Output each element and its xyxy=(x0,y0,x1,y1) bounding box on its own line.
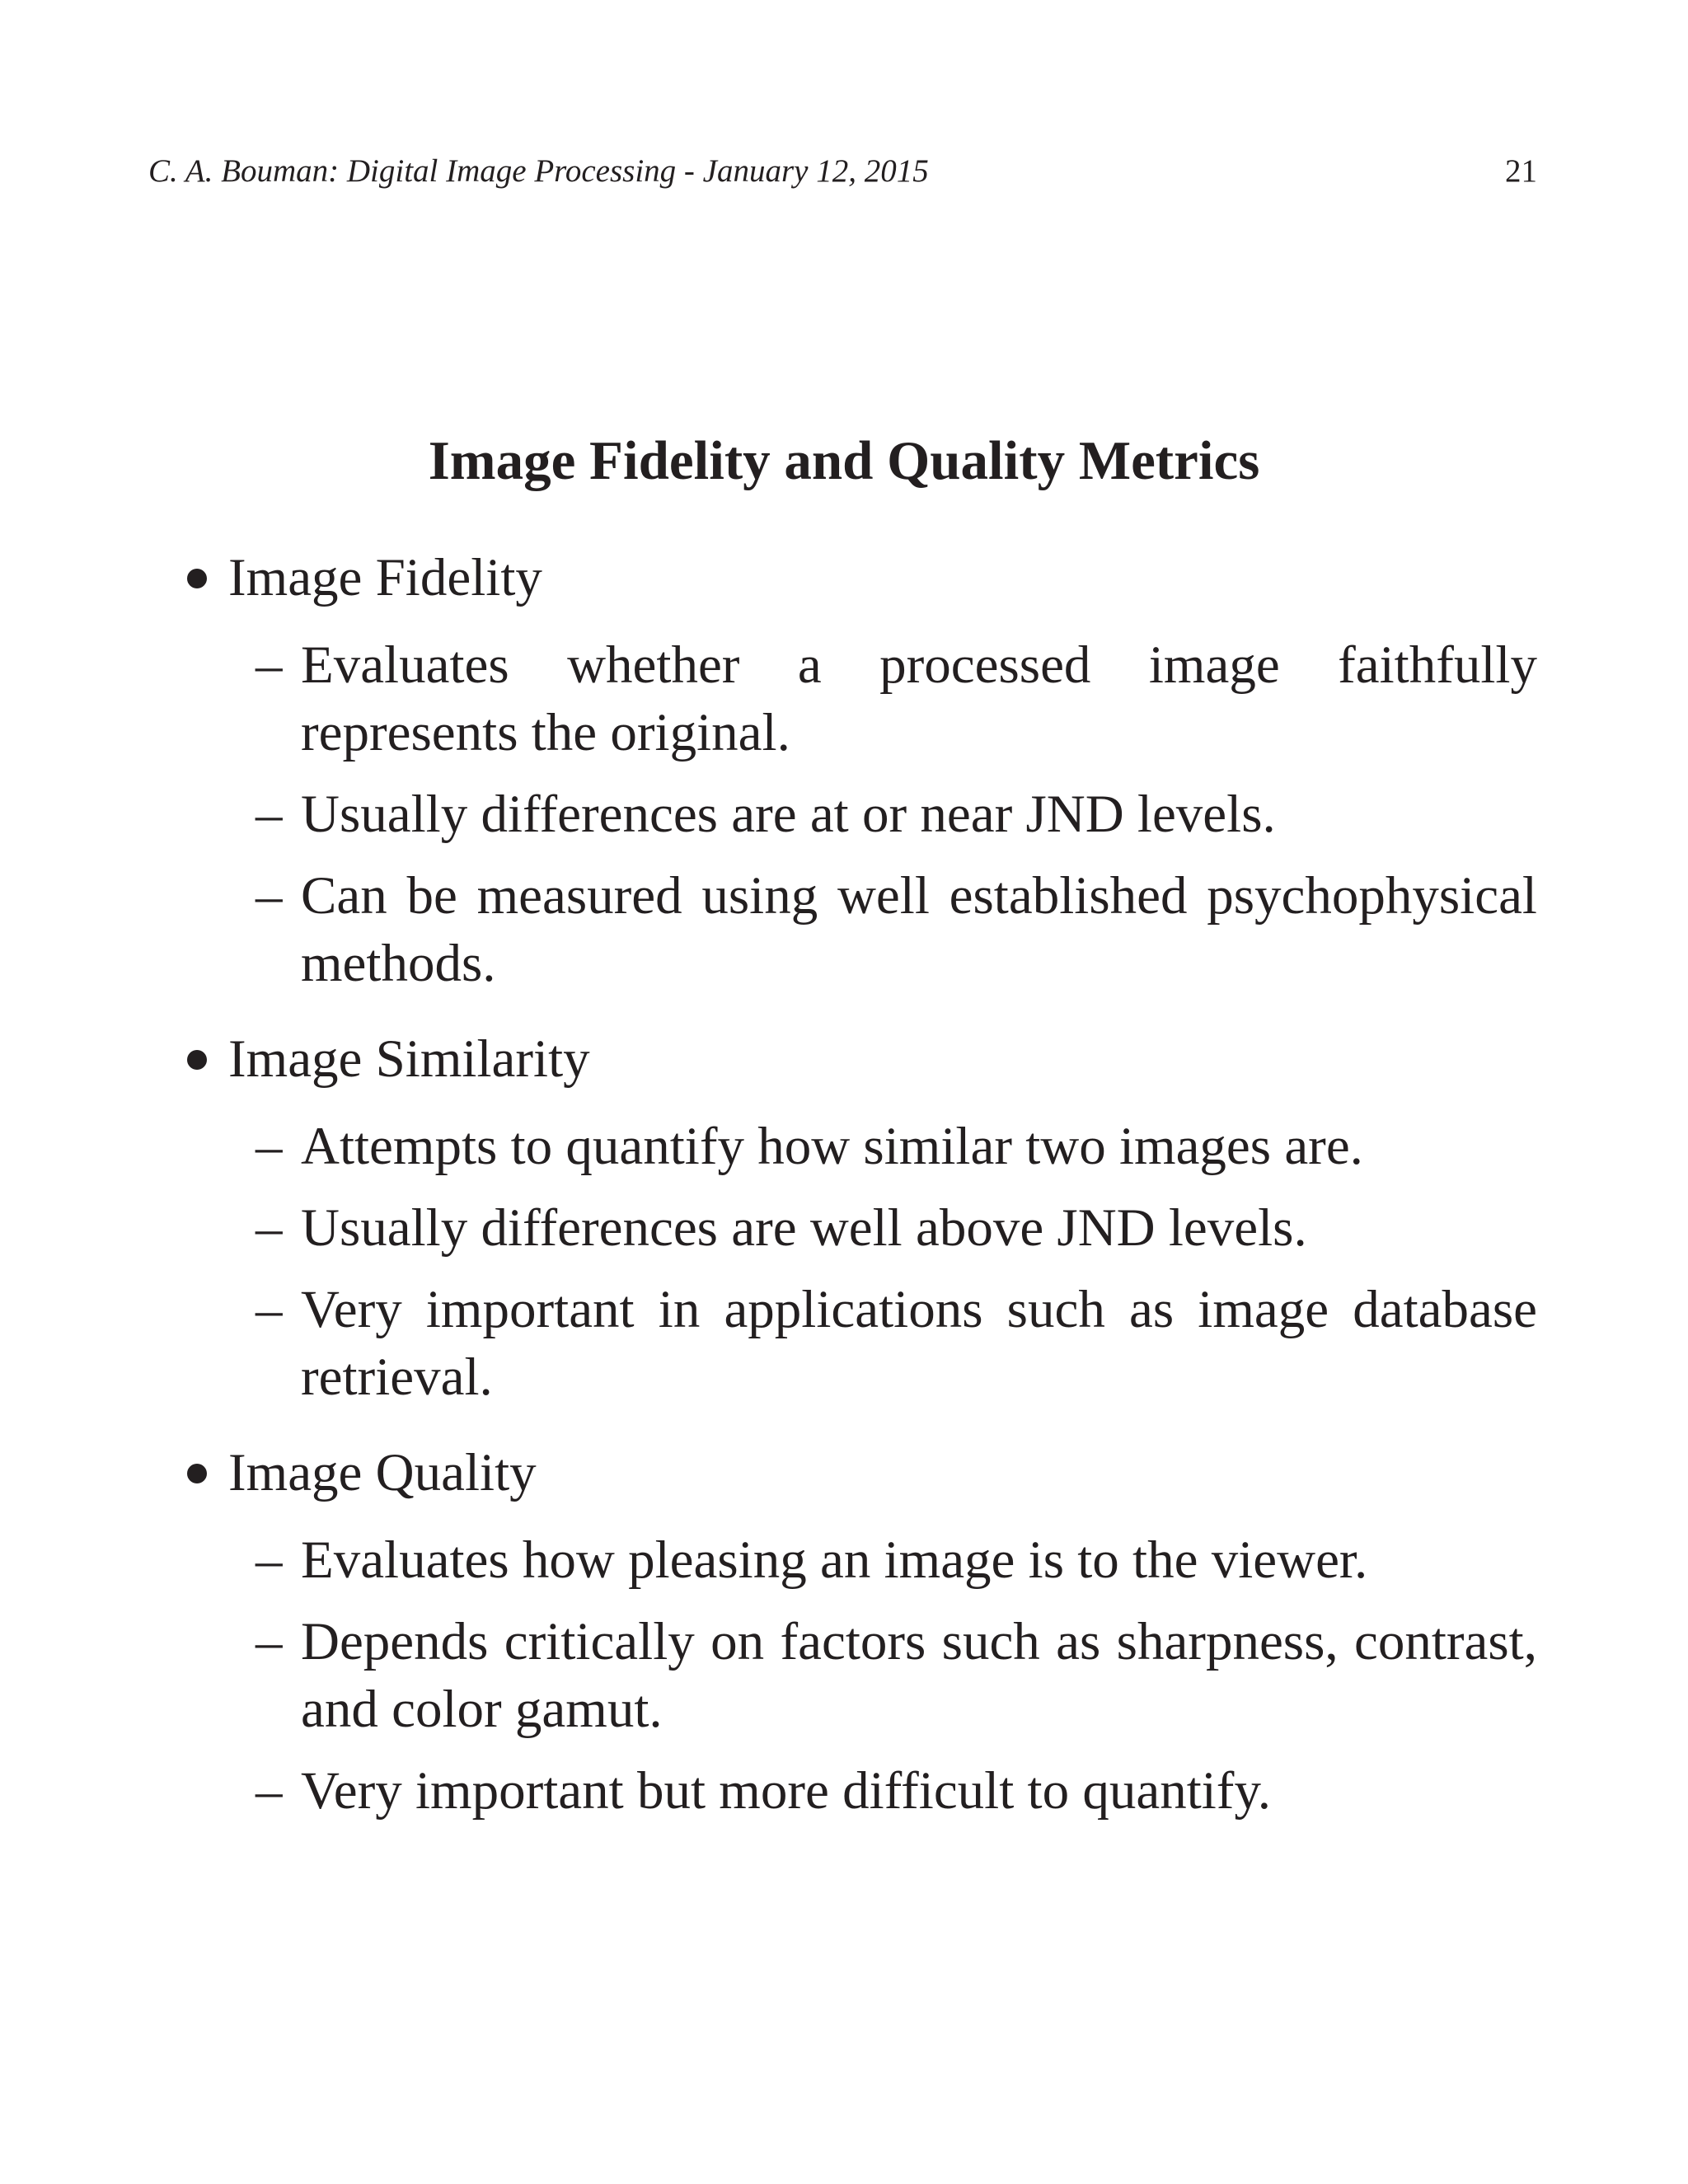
sub-item xyxy=(185,1276,1537,1411)
bullet-dot-icon xyxy=(187,569,207,588)
sub-item-text: Attempts to quantify how similar two images are. xyxy=(301,1117,1363,1176)
sub-item-text: Very important in applications such as image database retrieval. xyxy=(301,1280,1537,1407)
bullet-image-quality xyxy=(185,1439,1537,1825)
sub-item-text: Usually differences are at or near JND levels. xyxy=(301,785,1276,844)
sub-item-text: Depends critically on factors such as sharpness, contrast, and color gamut. xyxy=(301,1612,1537,1739)
sub-item xyxy=(185,1194,1537,1262)
bullet-dot-icon xyxy=(187,1464,207,1483)
sub-item xyxy=(185,1526,1537,1594)
dash-marker: – xyxy=(256,1280,283,1339)
sub-item xyxy=(185,631,1537,766)
bullet-image-fidelity xyxy=(185,544,1537,997)
dash-marker: – xyxy=(256,1198,283,1258)
dash-marker: – xyxy=(256,635,283,695)
page-header xyxy=(148,152,1537,195)
sub-item xyxy=(185,1608,1537,1743)
sub-item xyxy=(185,1113,1537,1180)
bullet-dot-icon xyxy=(187,1050,207,1070)
sub-item-text: Very important but more difficult to quantify. xyxy=(301,1761,1271,1821)
sub-item-text: Evaluates how pleasing an image is to the viewer. xyxy=(301,1530,1368,1590)
sub-item xyxy=(185,862,1537,997)
dash-marker: – xyxy=(256,1117,283,1176)
bullet-heading: Image Similarity xyxy=(228,1029,590,1089)
dash-marker: – xyxy=(256,1530,283,1590)
bullet-heading: Image Quality xyxy=(228,1443,537,1502)
dash-marker: – xyxy=(256,785,283,844)
bullet-list xyxy=(185,544,1537,1853)
slide-title: Image Fidelity and Quality Metrics xyxy=(428,430,1260,491)
running-title: C. A. Bouman: Digital Image Processing - January 12, 2015 xyxy=(148,153,929,189)
dash-marker: – xyxy=(256,1612,283,1671)
sub-item-text: Can be measured using well established psychophysical methods. xyxy=(301,866,1537,993)
page-number: 21 xyxy=(1505,153,1537,189)
sub-item-text: Evaluates whether a processed image faithfully represents the original. xyxy=(301,635,1537,762)
sub-item xyxy=(185,1757,1537,1825)
bullet-heading: Image Fidelity xyxy=(228,548,542,607)
sub-item xyxy=(185,780,1537,848)
sub-item-text: Usually differences are well above JND levels. xyxy=(301,1198,1307,1258)
bullet-image-similarity xyxy=(185,1025,1537,1411)
dash-marker: – xyxy=(256,1761,283,1821)
dash-marker: – xyxy=(256,866,283,926)
